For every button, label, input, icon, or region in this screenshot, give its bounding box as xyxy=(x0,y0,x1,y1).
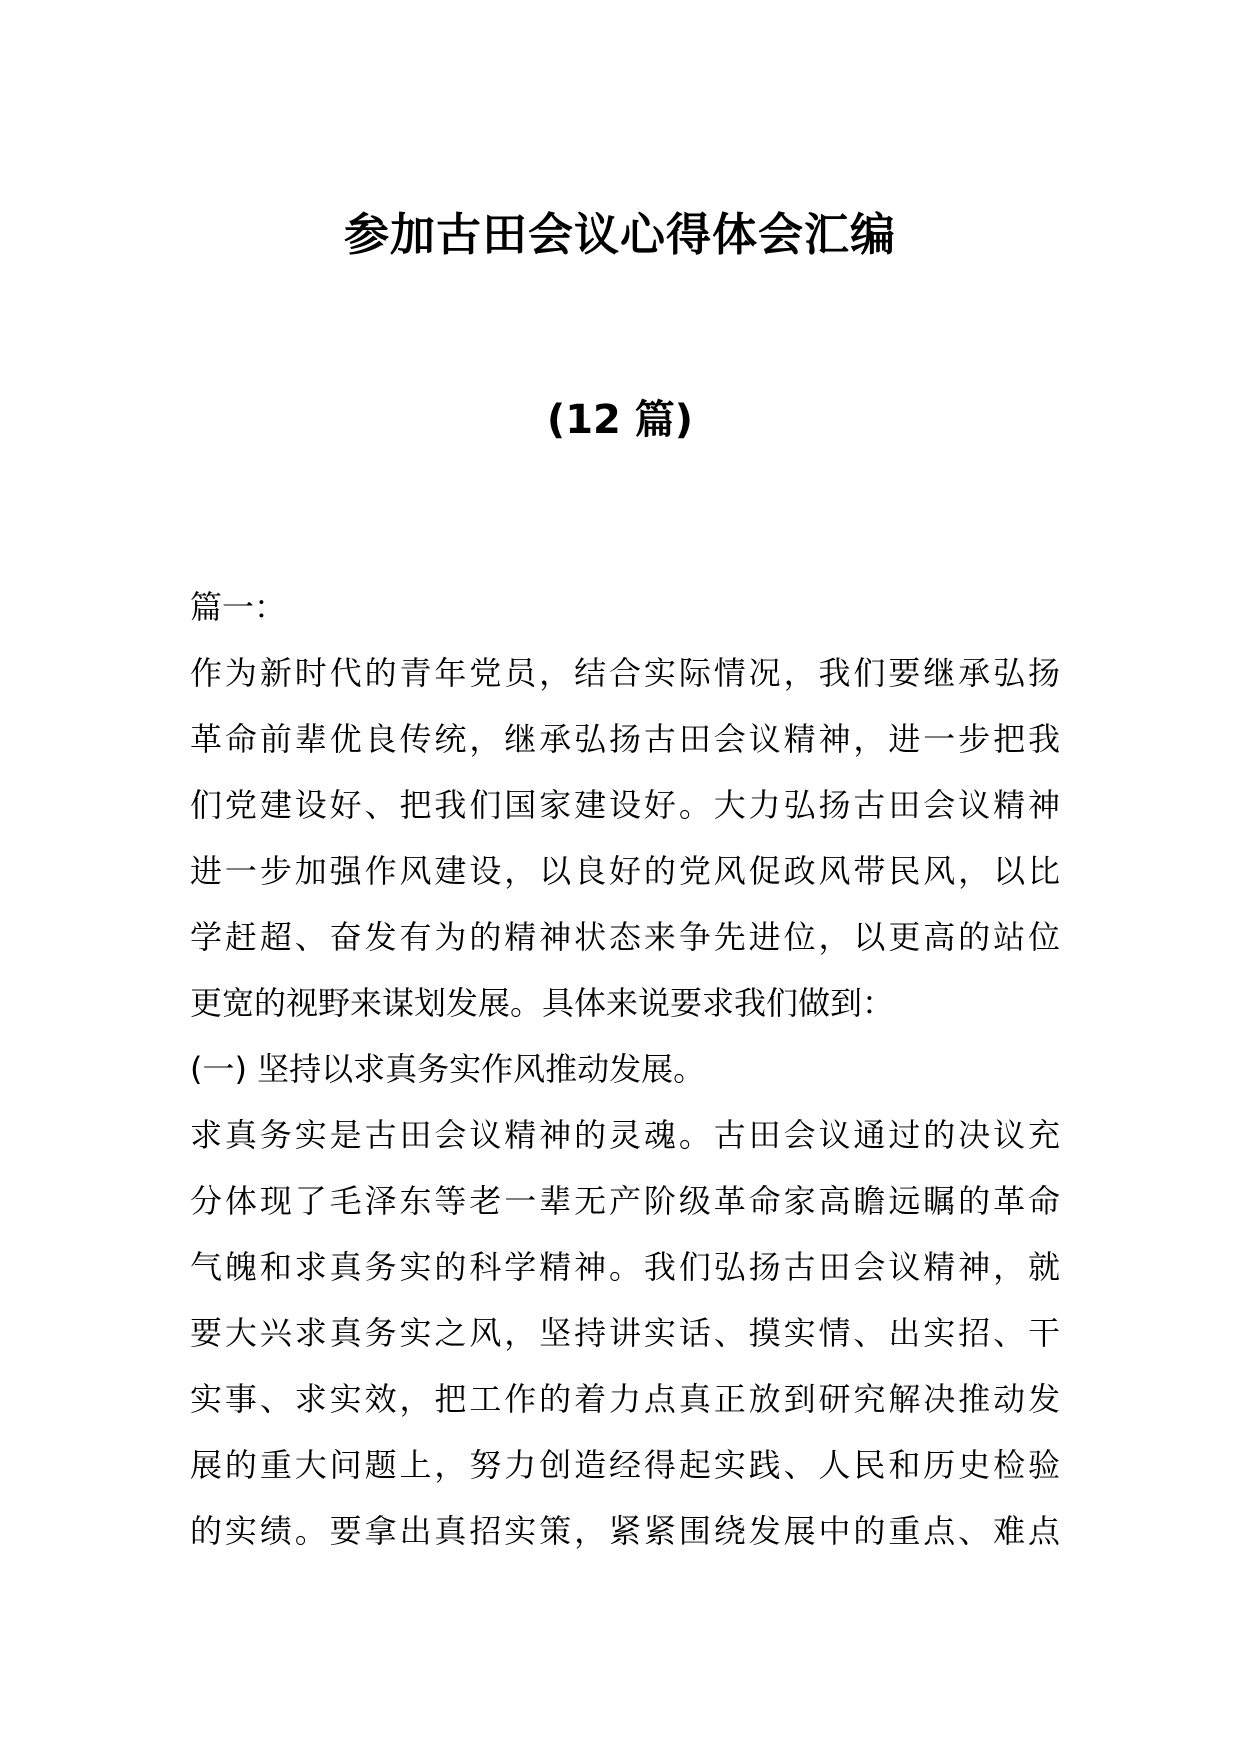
body-line: 气魄和求真务实的科学精神。我们弘扬古田会议精神，就 xyxy=(190,1248,1060,1286)
body-line: 进一步加强作风建设，以良好的党风促政风带民风，以比 xyxy=(190,852,1060,890)
body-line: 们党建设好、把我们国家建设好。大力弘扬古田会议精神 xyxy=(190,786,1060,824)
body-line: 分体现了毛泽东等老一辈无产阶级革命家高瞻远瞩的革命 xyxy=(190,1182,1060,1220)
document-subtitle: (12 篇) xyxy=(546,397,694,443)
body-line: 展的重大问题上，努力创造经得起实践、人民和历史检验 xyxy=(190,1446,1060,1484)
body-line: 要大兴求真务实之风，坚持讲实话、摸实情、出实招、干 xyxy=(190,1314,1060,1352)
section-heading: 篇一： xyxy=(190,588,287,626)
body-line: 作为新时代的青年党员，结合实际情况，我们要继承弘扬 xyxy=(190,654,1060,692)
subsection-heading: (一) 坚持以求真务实作风推动发展。 xyxy=(190,1050,706,1088)
body-line: 更宽的视野来谋划发展。具体来说要求我们做到： xyxy=(190,984,895,1022)
body-line: 实事、求实效，把工作的着力点真正放到研究解决推动发 xyxy=(190,1380,1060,1418)
body-line: 的实绩。要拿出真招实策，紧紧围绕发展中的重点、难点 xyxy=(190,1512,1060,1550)
body-line: 学赶超、奋发有为的精神状态来争先进位，以更高的站位 xyxy=(190,918,1060,956)
document-title: 参加古田会议心得体会汇编 xyxy=(343,208,896,261)
document-body xyxy=(190,574,1060,1564)
body-line: 革命前辈优良传统，继承弘扬古田会议精神，进一步把我 xyxy=(190,720,1060,758)
body-line: 求真务实是古田会议精神的灵魂。古田会议通过的决议充 xyxy=(190,1116,1060,1154)
